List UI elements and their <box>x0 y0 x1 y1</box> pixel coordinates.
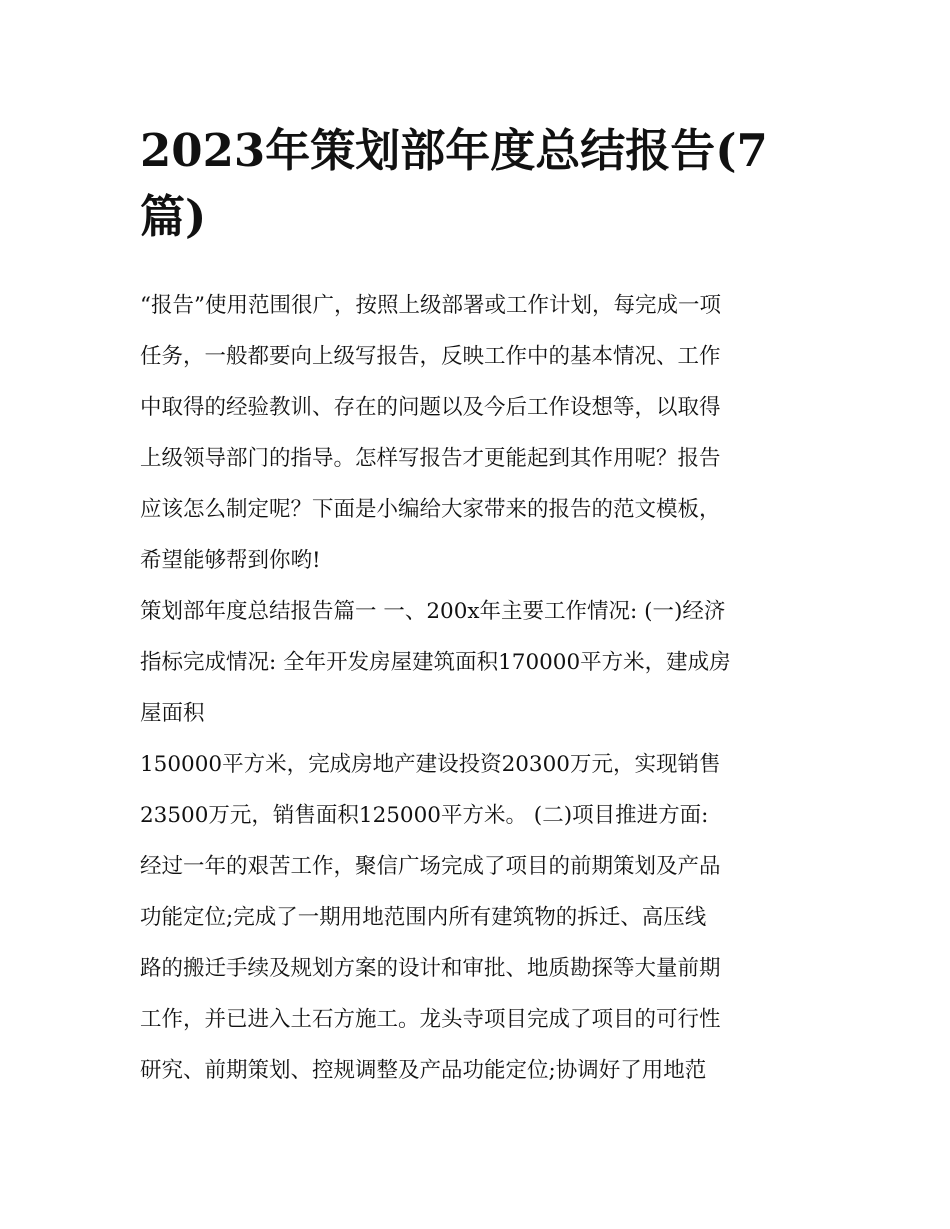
body-line: “报告”使用范围很广，按照上级部署或工作计划，每完成一项 <box>140 293 721 318</box>
title-line-1: 2023年策划部年度总结报告(7 <box>140 124 768 177</box>
body-line: 上级领导部门的指导。怎样写报告才更能起到其作用呢？报告 <box>140 446 721 471</box>
body-line: 研究、前期策划、控规调整及产品功能定位;协调好了用地范 <box>140 1058 707 1083</box>
body-line: 屋面积 <box>140 701 205 726</box>
body-line: 工作，并已进入土石方施工。龙头寺项目完成了项目的可行性 <box>140 1007 721 1032</box>
body-line: 路的搬迁手续及规划方案的设计和审批、地质勘探等大量前期 <box>140 956 721 981</box>
document-body <box>140 280 812 1096</box>
body-line: 经过一年的艰苦工作，聚信广场完成了项目的前期策划及产品 <box>140 854 721 879</box>
body-line: 任务，一般都要向上级写报告，反映工作中的基本情况、工作 <box>140 344 721 369</box>
body-line: 150000平方米，完成房地产建设投资20300万元，实现销售 <box>140 752 721 777</box>
title-line-2: 篇) <box>140 190 207 243</box>
document-title <box>140 118 812 250</box>
document-page <box>140 118 812 1096</box>
body-line: 策划部年度总结报告篇一 一、200x年主要工作情况: (一)经济 <box>140 599 726 624</box>
body-line: 应该怎么制定呢？下面是小编给大家带来的报告的范文模板， <box>140 497 721 522</box>
body-line: 希望能够帮到你哟! <box>140 548 321 573</box>
body-line: 指标完成情况: 全年开发房屋建筑面积170000平方米，建成房 <box>140 650 731 675</box>
body-line: 功能定位;完成了一期用地范围内所有建筑物的拆迁、高压线 <box>140 905 707 930</box>
body-line: 23500万元，销售面积125000平方米。 (二)项目推进方面: <box>140 803 709 828</box>
body-line: 中取得的经验教训、存在的问题以及今后工作设想等，以取得 <box>140 395 721 420</box>
